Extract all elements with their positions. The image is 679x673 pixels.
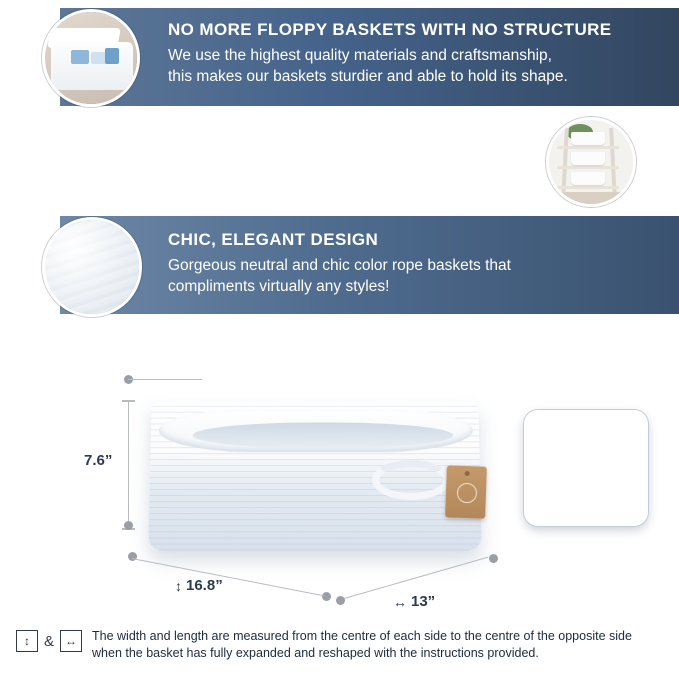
vertical-measure-icon: ↕ [16,630,38,652]
folded-item-darkblue [105,48,119,64]
height-leader-top [128,379,202,380]
rope-texture-photo [45,220,139,314]
feature-body-line2: this makes our baskets sturdier and able to hold its shape. [168,68,568,86]
feature-body-line1: We use the highest quality materials and craftsmanship, [168,47,552,65]
feature-image-design [42,217,142,317]
rope-texture-shading [45,220,139,314]
footnote-line2: when the basket has fully expanded and reshaped with the instructions provided. [92,645,539,660]
footnote-icon-group [16,628,82,652]
floor-shape [549,192,633,204]
ampersand-label: & [44,632,55,650]
basket-rim [159,409,474,452]
folded-item-blue [71,50,89,64]
feature-title-structure: NO MORE FLOPPY BASKETS WITH NO STRUCTURE [168,20,612,39]
feature-image-packaging [546,117,636,207]
basket-body-shape [148,401,481,551]
feature-body-packaging [16,154,511,196]
pack-count-number: 3 [569,422,603,492]
feature-body-structure [168,46,663,88]
width-dimension-label: ↔ 13” [393,593,436,610]
height-guide-cap-top [122,400,135,402]
height-anchor-dot-bottom [124,521,133,530]
length-anchor-dot-right [322,592,331,601]
shelf-board-3 [557,186,619,189]
height-dimension-label: 7.6” [84,452,113,469]
feature-body-line1: Gorgeous neutral and chic color rope baskets that [168,257,511,275]
footnote-line1: The width and length are measured from the centre of each side to the centre of the opposite side [92,629,632,643]
pack-count-word: PACK [558,486,614,506]
feature-banner-packaging [0,118,619,198]
height-guide-line [128,400,129,530]
tag-logo-icon [457,483,478,504]
length-guide-line [132,558,325,596]
tag-hole [464,471,469,476]
feature-image-structure [42,9,140,107]
pack-count-badge [524,410,648,526]
product-basket-image [150,378,510,558]
drawer-photo [45,12,137,104]
feature-body-design [168,256,663,298]
feature-body-line1: With our folding method, it leaves minimal creases [165,155,511,173]
shelf-photo [549,120,633,204]
basket-handle [372,460,451,500]
shelf-basket-1 [571,132,605,145]
footnote-divider [16,620,666,621]
product-dimension-diagram [0,330,679,620]
shelf-basket-2 [571,152,605,165]
feature-title-packaging: OUR UNIQUE PACKAGING [287,128,511,147]
vertical-arrow-icon: ↕ [175,577,182,594]
feature-banner-design [60,216,679,314]
shelf-basket-3 [571,172,605,185]
white-basket-shape [51,42,133,90]
horizontal-arrow-icon: ↔ [393,593,407,610]
feature-banner-structure [60,8,679,106]
feature-title-design: CHIC, ELEGANT DESIGN [168,230,379,249]
footnote-text [92,628,632,662]
basket-brand-tag [445,465,487,518]
horizontal-measure-icon: ↔ [60,630,82,652]
feature-body-line2: that can be reshaped with the instructions provided. [156,176,511,194]
basket-interior [192,423,453,449]
shelf-board-1 [557,146,619,149]
width-anchor-dot-right [489,554,498,563]
length-dimension-label: ↕ 16.8” [175,577,223,594]
measurement-footnote [16,628,666,662]
feature-body-line2: compliments virtually any styles! [168,278,390,296]
shelf-board-2 [557,166,619,169]
